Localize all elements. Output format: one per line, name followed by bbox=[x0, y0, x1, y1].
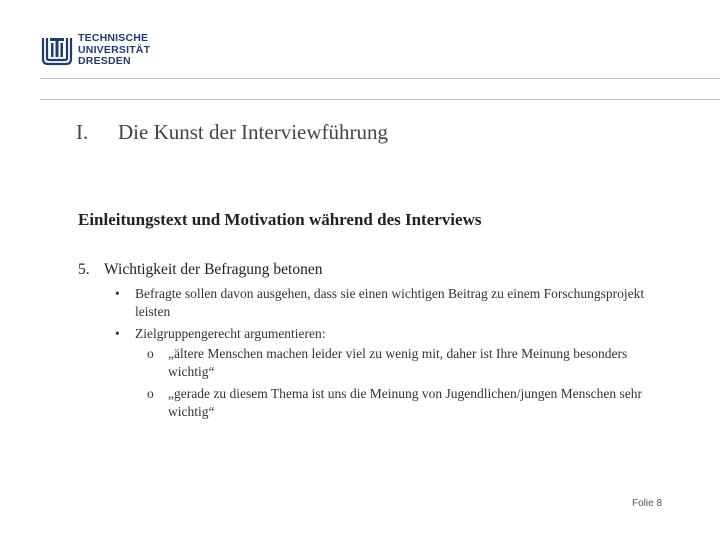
logo-text bbox=[78, 33, 150, 68]
section-number: I. bbox=[76, 120, 89, 144]
numbered-point bbox=[78, 261, 322, 279]
bullet-text: Zielgruppengerecht argumentieren: bbox=[135, 326, 326, 341]
logo-line: UNIVERSITÄT bbox=[78, 43, 151, 56]
bullet-list bbox=[113, 285, 653, 425]
sub-bullet-item bbox=[135, 385, 653, 421]
logo-line: TECHNISCHE bbox=[78, 32, 149, 44]
university-logo bbox=[40, 33, 170, 69]
slide-number: Folie 8 bbox=[632, 498, 663, 509]
header-divider-secondary bbox=[40, 99, 720, 100]
section-title bbox=[76, 120, 388, 145]
sub-bullet-text: „gerade zu diesem Thema ist uns die Meinung von Jugendlichen/jungen Menschen sehr wichtig“ bbox=[168, 386, 643, 419]
sub-bullet-item bbox=[135, 345, 653, 381]
point-number: 5. bbox=[78, 261, 90, 278]
point-text: Wichtigkeit der Befragung betonen bbox=[104, 261, 323, 278]
bullet-item bbox=[113, 285, 653, 321]
sub-bullet-list bbox=[135, 345, 653, 421]
slide-heading: Einleitungstext und Motivation während des Interviews bbox=[78, 210, 482, 229]
tu-dresden-logo-icon bbox=[40, 33, 74, 67]
sub-bullet-text: „ältere Menschen machen leider viel zu wenig mit, daher ist Ihre Meinung besonders wichtig“ bbox=[168, 346, 628, 379]
bullet-item bbox=[113, 325, 653, 421]
header-divider bbox=[40, 78, 720, 79]
logo-line: DRESDEN bbox=[78, 55, 131, 67]
bullet-text: Befragte sollen davon ausgehen, dass sie einen wichtigen Beitrag zu einem Forschungsprojekt leisten bbox=[135, 286, 645, 319]
section-title-text: Die Kunst der Interviewführung bbox=[118, 120, 389, 144]
